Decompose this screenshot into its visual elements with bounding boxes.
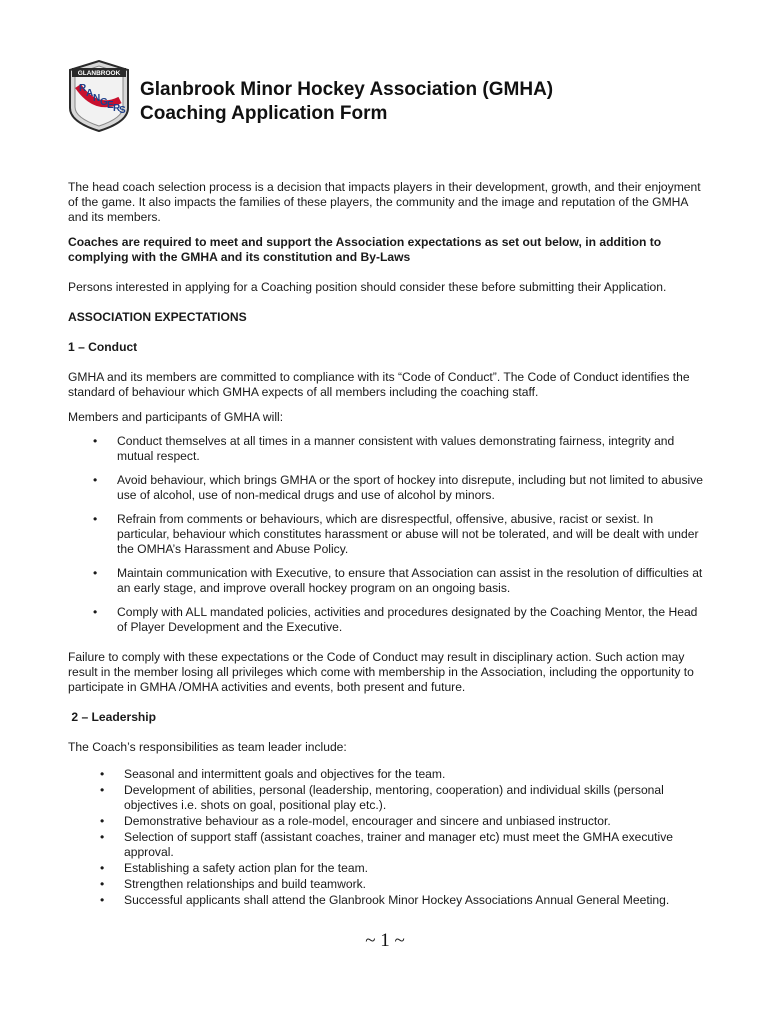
svg-text:A: A (86, 88, 94, 99)
list-item: • Demonstrative behaviour as a role-model, encourager and sincere and unbiased instructor. (68, 814, 708, 829)
list-item: • Successful applicants shall attend the Glanbrook Minor Hockey Associations Annual General Meeting. (68, 893, 708, 908)
list-item: • Strengthen relationships and build teamwork. (68, 877, 708, 892)
title-line-2: Coaching Application Form (140, 103, 388, 124)
page-title (140, 78, 553, 126)
page-number: ~ 1 ~ (365, 930, 405, 951)
list-item: • Conduct themselves at all times in a manner consistent with values demonstrating fairness, integrity and mutual respect. (68, 434, 708, 464)
title-line-1: Glanbrook Minor Hockey Association (GMHA) (140, 79, 554, 100)
failure-to-comply-paragraph: Failure to comply with these expectations or the Code of Conduct may result in disciplinary action. Such action may result in the member losing all privileges which come with membership in the Association, including the opportunity to participate in GMHA /OMHA activities and events, both present and future. (68, 650, 694, 694)
leadership-lead: The Coach’s responsibilities as team leader include: (68, 740, 347, 754)
list-item: • Selection of support staff (assistant coaches, trainer and manager etc) must meet the GMHA executive approval. (68, 830, 708, 860)
svg-text:E: E (107, 100, 114, 111)
svg-text:G: G (100, 97, 108, 108)
document-body (68, 180, 708, 909)
list-item: • Comply with ALL mandated policies, activities and procedures designated by the Coaching Mentor, the Head of Player Development and the Executive. (68, 605, 708, 635)
members-will-lead: Members and participants of GMHA will: (68, 410, 284, 424)
intro-paragraph: The head coach selection process is a decision that impacts players in their development, growth, and their enjoyment of the game. It also impacts the families of these players, the community and the image and reputation of the GMHA and its members. (68, 180, 701, 224)
section-heading-leadership: 2 – Leadership (68, 710, 157, 724)
glanbrook-rangers-logo (66, 60, 132, 132)
conduct-bullet-list (68, 434, 708, 635)
logo-top-text: GLANBROOK (77, 70, 121, 77)
svg-text:N: N (93, 93, 101, 104)
section-heading-expectations: ASSOCIATION EXPECTATIONS (68, 310, 247, 324)
section-heading-conduct: 1 – Conduct (68, 340, 138, 354)
list-item: • Establishing a safety action plan for the team. (68, 861, 708, 876)
leadership-bullet-list (68, 767, 708, 908)
list-item: • Refrain from comments or behaviours, which are disrespectful, offensive, abusive, racist or sexist. In particular, behaviour which constitutes harassment or abuse will not be tolerated, and will be dealt with under the OMHA’s Harassment and Abuse Policy. (68, 512, 708, 557)
svg-text:S: S (119, 105, 126, 116)
list-item: • Maintain communication with Executive, to ensure that Association can assist in the resolution of difficulties at an early stage, and improve overall hockey program on an ongoing basis. (68, 566, 708, 596)
list-item: • Seasonal and intermittent goals and objectives for the team. (68, 767, 708, 782)
conduct-paragraph: GMHA and its members are committed to compliance with its “Code of Conduct”. The Code of Conduct identifies the standard of behaviour which GMHA expects of all members including the coaching staff. (68, 370, 690, 399)
application-note: Persons interested in applying for a Coaching position should consider these before submitting their Application. (68, 280, 667, 294)
list-item: • Avoid behaviour, which brings GMHA or the sport of hockey into disrepute, including but not limited to abusive use of alcohol, use of non-medical drugs and use of alcohol by minors. (68, 473, 708, 503)
svg-text:R: R (113, 103, 121, 114)
list-item: • Development of abilities, personal (leadership, mentoring, cooperation) and individual skills (personal objectives i.e. shots on goal, positional play etc.). (68, 783, 708, 813)
requirement-statement: Coaches are required to meet and support the Association expectations as set out below, in addition to complying with the GMHA and its constitution and By-Laws (68, 235, 662, 264)
svg-text:R: R (79, 83, 87, 94)
